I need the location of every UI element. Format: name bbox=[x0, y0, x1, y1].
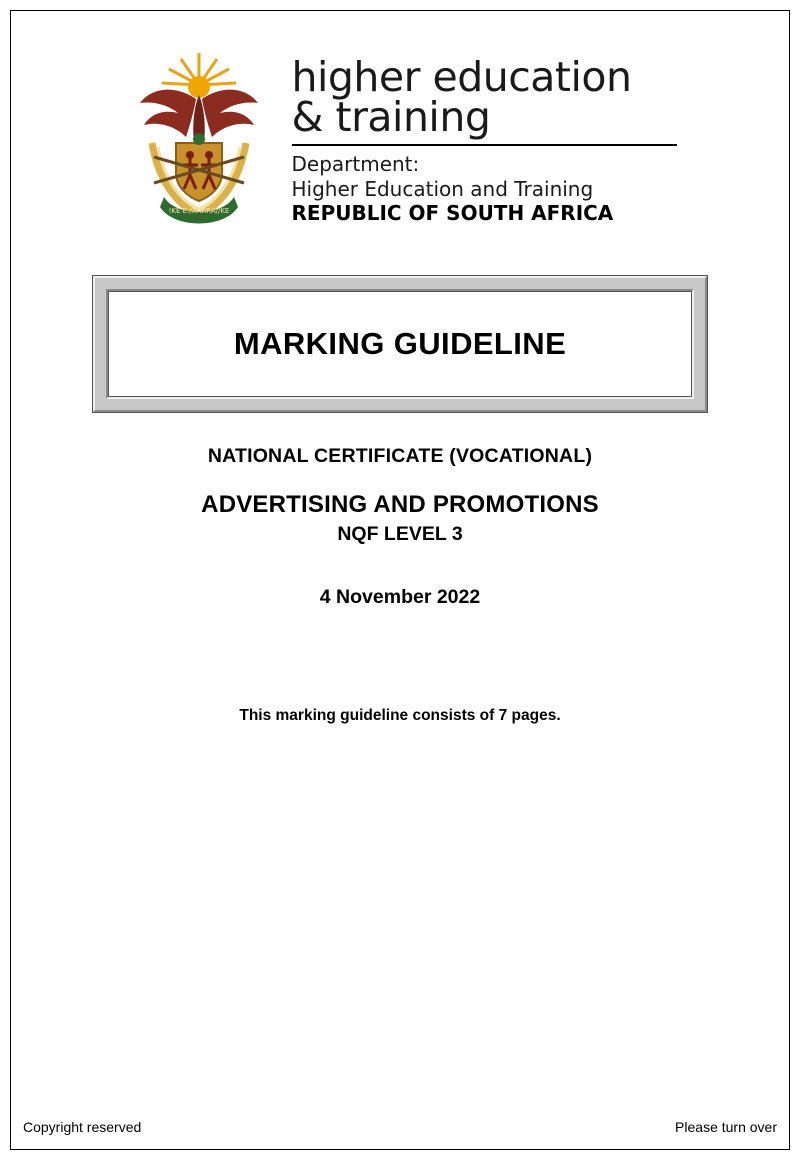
south-africa-coat-of-arms-icon bbox=[124, 47, 274, 237]
department-name: Higher Education and Training bbox=[291, 176, 594, 201]
letterhead bbox=[11, 11, 789, 237]
page-footer bbox=[23, 1119, 777, 1135]
subject-name: ADVERTISING AND PROMOTIONS bbox=[201, 491, 599, 518]
exam-details bbox=[11, 445, 789, 725]
title-box-inner bbox=[106, 289, 694, 399]
brand-line-1: higher education bbox=[291, 53, 632, 101]
brand-line-2: & training bbox=[291, 93, 491, 142]
department-label: Department: bbox=[291, 152, 420, 177]
title-box-wrapper bbox=[11, 275, 789, 413]
marking-guideline-title-box bbox=[92, 275, 708, 413]
exam-date: 4 November 2022 bbox=[319, 586, 481, 608]
certificate-name: NATIONAL CERTIFICATE (VOCATIONAL) bbox=[207, 445, 593, 467]
nqf-level: NQF LEVEL 3 bbox=[337, 523, 463, 545]
department-wordmark bbox=[292, 47, 677, 226]
country-name: REPUBLIC OF SOUTH AFRICA bbox=[291, 201, 614, 226]
page-content bbox=[11, 11, 789, 1149]
svg-text:!KE E:/XARRA//KE: !KE E:/XARRA//KE bbox=[168, 207, 229, 215]
wordmark-divider bbox=[292, 144, 677, 146]
turn-over-note: Please turn over bbox=[675, 1119, 777, 1135]
page-title: MARKING GUIDELINE bbox=[233, 326, 567, 361]
copyright-note: Copyright reserved bbox=[23, 1119, 142, 1135]
page-count-note: This marking guideline consists of 7 pages. bbox=[239, 707, 561, 724]
